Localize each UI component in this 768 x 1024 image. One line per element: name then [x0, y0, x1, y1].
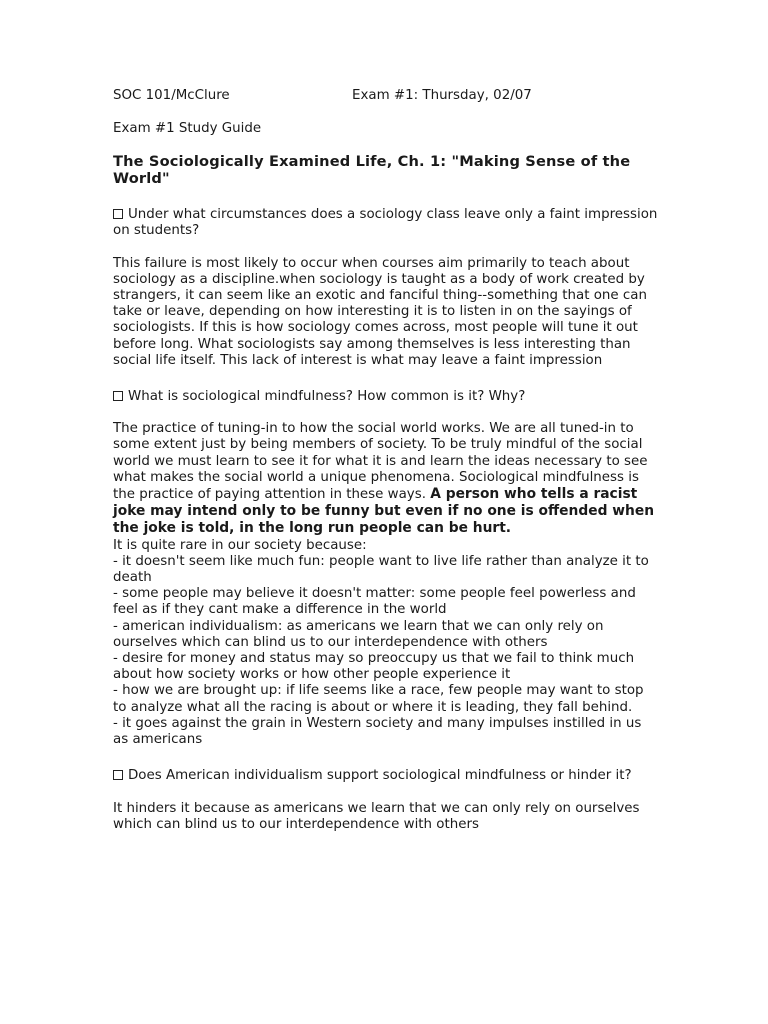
- list-item: - how we are brought up: if life seems like a race, few people may want to stop to analyze what all the racing is about or where it is leading, they fall behind.: [113, 683, 644, 715]
- reasons-list: [113, 554, 658, 748]
- checkbox-icon: [113, 209, 123, 219]
- list-item: - some people may believe it doesn't matter: some people feel powerless and feel as if they cant make a difference in the world: [113, 586, 636, 618]
- study-guide-title: Exam #1 Study Guide: [113, 121, 262, 136]
- question-3: [113, 768, 658, 784]
- checkbox-icon: [113, 391, 123, 401]
- rarity-intro: It is quite rare in our society because:: [113, 537, 367, 553]
- course-label: SOC 101/McClure: [113, 88, 230, 103]
- list-item: - it doesn't seem like much fun: people want to live life rather than analyze it to death: [113, 553, 649, 586]
- chapter-title: The Sociologically Examined Life, Ch. 1: "Making Sense of the World": [113, 153, 631, 188]
- answer-2: [113, 421, 658, 748]
- question-1-text: Under what circumstances does a sociology class leave only a faint impression on students?: [113, 207, 658, 239]
- list-item: - american individualism: as americans we learn that we can only rely on ourselves which can blind us to our interdependence with others: [113, 618, 604, 650]
- question-2-text: What is sociological mindfulness? How common is it? Why?: [128, 389, 526, 405]
- answer-2-bold-example: A person who tells a racist joke may intend only to be funny but even if no one is offended when the joke is told, in the long run people can be hurt.: [113, 486, 655, 537]
- answer-1: This failure is most likely to occur when courses aim primarily to teach about sociology as a discipline.when sociology is taught as a body of work created by strangers, it can seem like an exotic and fanciful thing--something that one can take or leave, depending on how interesting it is to listen in on the sayings of sociologists. If this is how sociology comes across, most people will tune it out before long. What sociologists say among themselves is less interesting than social life itself. This lack of interest is what may leave a faint impression: [113, 255, 647, 368]
- question-2: [113, 389, 658, 405]
- document-header: [113, 88, 658, 105]
- answer-2-intro: The practice of tuning-in to how the social world works. We are all tuned-in to some extent just by being members of society. To be truly mindful of the social world we must learn to see it for what it is and learn the ideas necessary to see what makes the social world a unique phenomena. Sociological mindfulness is the practice of paying attention in these ways.: [113, 421, 648, 503]
- list-item: - it goes against the grain in Western society and many impulses instilled in us as americans: [113, 715, 642, 748]
- exam-date-label: Exam #1: Thursday, 02/07: [352, 88, 532, 103]
- document-page: [113, 88, 658, 833]
- question-1: [113, 207, 658, 239]
- answer-3: It hinders it because as americans we learn that we can only rely on ourselves which can blind us to our interdependence with others: [113, 800, 640, 832]
- list-item: - desire for money and status may so preoccupy us that we fail to think much about how society works or how other people experience it: [113, 651, 635, 683]
- question-3-text: Does American individualism support sociological mindfulness or hinder it?: [128, 768, 632, 784]
- checkbox-icon: [113, 770, 123, 780]
